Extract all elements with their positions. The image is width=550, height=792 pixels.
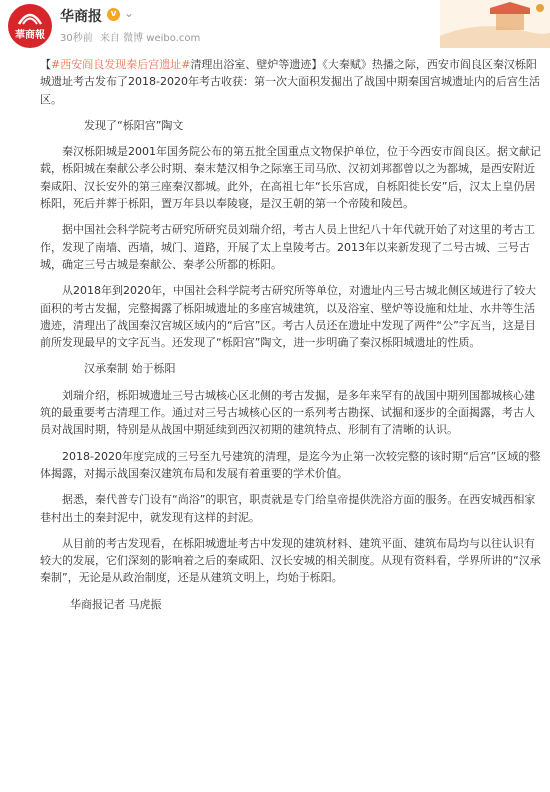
logo-arc-icon bbox=[17, 10, 43, 26]
paragraph-7: 从目前的考古发现看，在栎阳城遗址考古中发现的建筑材料、建筑平面、建筑布局均与以往认识有较大的发展，它们深刻的影响着之后的秦咸阳、汉长安城的相关制度。从现有资料看，学界所讲的“汉承秦制”，无论是从政治制度，还是从建筑文明上，均始于栎阳。 bbox=[40, 536, 541, 585]
lead-text: 清理出浴室、壁炉等遗迹】《大秦赋》热播之际，西安市阎良区秦汉栎阳城遗址考古发布了2018-2020年考古收获：第一次大面积发掘出了战国中期秦国宫城遗址内的后宫生活区。 bbox=[40, 58, 540, 106]
post-lead bbox=[40, 56, 542, 108]
hashtag-link[interactable]: #西安阎良发现秦后宫遗址# bbox=[51, 58, 191, 71]
paragraph-3: 从2018年到2020年，中国社会科学院考古研究所等单位，对遗址内三号古城北侧区域进行了较大面积的考古发掘，完整揭露了栎阳城遗址的多座宫城建筑，以及浴室、壁炉等设施和灶址、水井等生活遗迹，清理出了战国秦汉宫城区域内的“后宫”区。考古人员还在遗址中发现了两件“公”字瓦当，这是目前所发现最早的文字瓦当。还发现了“栎阳宫”陶文，进一步明确了秦汉栎阳城遗址的性质。 bbox=[40, 284, 536, 350]
paragraph-4: 刘瑞介绍，栎阳城遗址三号古城核心区北侧的考古发掘，是多年来罕有的战国中期列国都城核心建筑的最重要考古清理工作。通过对三号古城核心区的一系列考古勘探、试掘和逐步的全面揭露，考古人员对战国时期，特别是从战国中期延续到西汉初期的建筑特点、形制有了清晰的认识。 bbox=[40, 388, 535, 437]
avatar[interactable] bbox=[8, 4, 52, 48]
post-meta bbox=[60, 29, 204, 44]
avatar-text: 華商報 bbox=[15, 29, 45, 41]
byline: 华商报记者 马虎振 bbox=[70, 597, 162, 611]
account-name[interactable]: 华商报 bbox=[60, 9, 102, 25]
paragraph-5: 2018-2020年度完成的三号至九号建筑的清理，是迄今为止第一次较完整的该时期“后宫”区域的整体揭露，对揭示战国秦汉建筑布局和发展有着重要的学术价值。 bbox=[40, 449, 541, 480]
subheading-1: 发现了“栎阳宫”陶文 bbox=[84, 118, 184, 132]
post-time[interactable]: 30秒前 bbox=[60, 33, 93, 44]
post-source[interactable]: 来自 微博 weibo.com bbox=[99, 33, 201, 44]
subheading-2: 汉承秦制 始于栎阳 bbox=[84, 362, 176, 376]
paragraph-2: 据中国社会科学院考古研究所研究员刘瑞介绍，考古人员上世纪八十年代就开始了对这里的考古工作，发现了南墙、西墙，城门、道路，开展了太上皇陵考古。2013年以来新发现了二号古城、三号古城，确定三号古城是秦献公、秦孝公所都的栎阳。 bbox=[40, 223, 535, 271]
header-decoration-icon bbox=[380, 0, 550, 48]
chevron-down-icon[interactable]: ⌄ bbox=[124, 6, 135, 20]
paragraph-6: 据悉，秦代普专门设有“尚浴”的职官，职责就是专门给皇帝提供洗浴方面的服务。在西安城西相家巷村出土的秦封泥中，就发现有这样的封泥。 bbox=[40, 493, 536, 524]
post-header bbox=[0, 0, 550, 52]
v-badge-icon: v bbox=[107, 8, 120, 21]
paragraph-1: 秦汉栎阳城是2001年国务院公布的第五批全国重点文物保护单位，位于今西安市阎良区。据文献记载，栎阳城在秦献公孝公时期、秦末楚汉相争之际塞王司马欣、汉初刘邦都曾以之为都城，是西安附近秦咸阳、汉长安外的第三座秦汉都城。此外，在高祖七年“长乐宫成，自栎阳徙长安”后，汉太上皇仍居栎阳，死后并葬于栎阳，置万年县以奉陵寝，是汉王朝的第一个帝陵和陵邑。 bbox=[40, 145, 541, 211]
post-body bbox=[40, 56, 542, 613]
bracket-open: 【 bbox=[40, 58, 51, 71]
